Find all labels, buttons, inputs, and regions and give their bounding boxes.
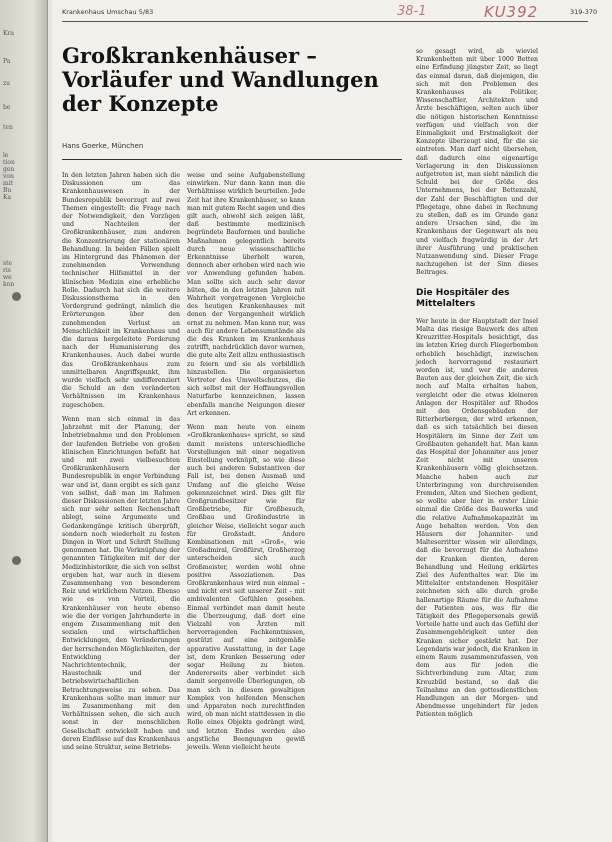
title-rule	[62, 159, 402, 160]
handwritten-code: KU392	[484, 3, 539, 21]
article-author: Hans Goerke, München	[62, 142, 144, 150]
header-rule	[62, 21, 588, 22]
column-1	[62, 172, 180, 758]
article-page	[52, 0, 612, 842]
page-number: 319-370	[570, 8, 598, 16]
binding-strip: Kra Pa zu be ten le tion gen von mit Bu Ka ste ris we kon	[0, 0, 48, 842]
paragraph: so gesagt wird, ab wieviel Krankenbetten mit über 1000 Betten eine Erfindung jüngster Zeit, so liegt das einmal daran, daß diejenigen, die sich mit den Problemen des Krankenhauses als Politiker, Wissenschaftler, Architekten und Ärzte beschäftigen, selten auch über die nötigen historischen Kenntnisse verfügen und vielfach von der Einmaligkeit und Erstmaligkeit der Konzepte überzeugt sind, für die sie eintreten. Man darf nicht übersehen, daß dadurch eine eigenartige Verlagerung in den Diskussionen aufgetreten ist, man sieht nämlich die Schuld bei der Größe des Unternehmens, bei der Bettenzahl, der Zahl der Beschäftigten und der Pflegetage, ohne dabei in Rechnung zu stellen, daß es im Grunde ganz andere Ursachen sind, die im Krankenhaus der Gegenwart als neu und vielfach fragwürdig in der Art ihrer Ausführung und praktischen Nutzanwendung sind. Dieser Frage nachzugehen ist der Sinn dieses Beitrages.	[416, 48, 538, 277]
paragraph: In den letzten Jahren haben sich die Diskussionen um das Krankenhauswesen in der Bundesrepublik bevorzugt auf zwei Themen eingestellt: die Frage nach der Notwendigkeit, den Vorzügen und Nachteilen der Großkrankenhäuser, zum anderen die Konzentrierung der stationären Behandlung. In beiden Fällen spielt im Hintergrund das Phänomen der zunehmenden Verwendung technischer Hilfsmittel in der klinischen Medizin eine erhebliche Rolle. Dadurch hat sich die weitere Diskussionsthema in den Vordergrund gedrängt, nämlich die Erörterungen über den zunehmenden Verlust an Menschlichkeit im Krankenhaus und die daraus hergeleitete Forderung nach der Humanisierung des Krankenhauses. Auch dabei wurde das Großkrankenhaus zum unmittelbaren Angriffspunkt, ihm wurde vielfach sehr undifferenziert die Schuld an den veränderten Verhältnissen im Krankenhaus zugeschoben.	[62, 172, 180, 409]
punch-hole	[12, 292, 21, 301]
column-3	[416, 48, 538, 726]
paragraph: Wenn man heute von einem »Großkrankenhaus« spricht, so sind damit meistens unterschiedliche Vorstellungen mit einer negativen Einstellung verknüpft, so wie diese auch bei anderen Substantiven der Fall ist, bei denen Ausmaß und Umfang auf die gleiche Weise gekennzeichnet wird. Dies gilt für Großgrundbesitzer wie für Großbetriebe, für Großbesuch, Großbau und Großindustrie in gleicher Weise, vielleicht sogar auch für Großstadt. Andere Kombinationen mit »Groß«, wie Großadmiral, Großfürst, Großherzog unterscheiden sich auch Großmeister, werden wohl ohne positive Assoziationen. Das Großkrankenhaus wird nun einmal – und nicht erst seit unserer Zeit – mit ambivalenten Gefühlen gesehen. Einmal verbindet man damit heute die Überzeugung, daß dort eine Vielzahl von Ärzten mit hervorragenden Fachkenntnissen, gestützt auf eine zeitgemäße apparative Ausstattung, in der Lage ist, dem Kranken Besserung oder sogar Heilung zu bieten. Andererseits aber verbindet sich damit sorgenvolle Überlegungen, ob man sich in diesem gewaltigen Komplex von helfenden Menschen und Apparaten noch zurechtfinden wird, ob man nicht stattdessen in die Rolle eines Objekts gedrängt wird, und letzten Endes werden also angstliche Beengungen gewiß jeweils. Wenn vielleicht heute	[187, 424, 305, 752]
article-title: Großkrankenhäuser – Vorläufer und Wandlungen der Konzepte	[62, 43, 379, 116]
column-2	[187, 172, 305, 758]
punch-hole	[12, 556, 21, 565]
section-heading: Die Hospitäler des Mittelalters	[416, 287, 510, 309]
paragraph: Wer heute in der Hauptstadt der Insel Malta das riesige Bauwerk des alten Kreuzritter-Hospitals besichtigt, das im letzten Krieg durch Fliegerbomben erheblich beschädigt, inzwischen jedoch hervorragend restauriert worden ist, und wer die anderen Bauten aus der gleichen Zeit, die sich noch auf Malta erhalten haben, vergleicht oder die etwas kleineren Anlagen der Hospitäler auf Rhodos mit den Ordensgebäuden der Ritterherbergen, der wird erkennen, daß es sich tatsächlich bei diesen Hospitälern im Sinne der Zeit um Großbauten gehandelt hat. Man kann das Hospital der Johanniter aus jener Zeit nicht mit unseren Krankenhäusern völlig gleichsetzen. Manche haben auch zur Unterbringung von durchreisenden Fremden, Alten und Siechen gedient, so wollte aber hier in erster Linie einmal die Größe des Bauwerks und die relative Aufnahmekapazität im Auge behalten werden. Von den Häusern der Johanniter- und Malteserritter wissen wir allerdings, daß die bevorzugt für die Aufnahme der Kranken dienten, deren Behandlung und Heilung erklärtes Ziel des Aufenthaltes war. Die im Mittelalter entstandenen Hospitäler zeichneten sich alle durch große hallenartige Räume für die Aufnahme der Patienten aus, was für die Tätigkeit des Pflegepersonals gewiß Vorteile hatte und auch das Gefühl der Zusammengehörigkeit unter den Kranken sicher gestärkt hat. Der Legendaris war jedoch, die Kranken in einem Raum zusammenzufassen, von dem aus für jeden die Sichtverbindung zum Altar, zum Kreuzbild bestand, so daß die Teilnahme an den gottesdienstlichen Handlungen an der Morgen- und Abendmesse ungehindert für jeden Patienten möglich	[416, 317, 538, 719]
handwritten-reference: 38-1	[397, 4, 427, 19]
paragraph: Wenn man sich einmal in das Jahrzehnt mit der Planung, der Inbetriebnahme und den Problemen der laufenden Betriebe von großen klinischen Einrichtungen befaßt hat und mit zwei vielbesuchten Großkrankenhäusern der Bundesrepublik in enger Verbindung war und ist, dann ergibt es sich ganz von selbst, daß man im Rahmen dieser Diskussionen der letzten Jahre sich nur sehr selten Rechenschaft ablegt, seine Argumente und Gedankengänge kritisch überprüft, sondern noch wiederholt zu festen Dingen in Wort und Schrift Stellung genommen hat. Die Verknüpfung der genannten Tätigkeiten mit der der Medizinhistoriker, die sich von selbst ergeben hat, war auch in diesem Zusammenhang von besonderem Reiz und wirklichem Nutzen. Ebenso wie es von Vorteil, die Krankenhäuser von heute ebenso wie die der vorigen Jahrhunderte in engem Zusammenhang mit den sozialen und wirtschaftlichen Entwicklungen, den Veränderungen der herrschenden Möglichkeiten, der Entwicklung der Nachrichtentechnik, der Haustechnik und der betriebswirtschaftlichen Betrachtungsweise zu sehen. Das Krankenhaus sollte man immer nur im Zusammenhang mit den Verhältnissen sehen, die sich auch sonst in der menschlichen Gesellschaft entwickelt haben und deren Einflüsse auf das Krankenhaus und seine Struktur, seine Betriebs-	[62, 415, 180, 752]
paragraph: weise und seine Aufgabenstellung einwirken. Nur dann kann man die Verhältnisse wirklich beurteilen. Jede Zeit hat ihre Krankenhäuser, so kann man mit gutem Recht sagen und dies gilt auch, obwohl sich zeigen läßt, daß bestimmte medizinisch begründete Bauformen und bauliche Maßnahmen gelegentlich bereits durch neue wissenschaftliche Erkenntnisse überholt waren, dennoch aber erhoben wird nach wie vor Anwendung gefunden haben. Man sollte sich auch sehr davor hüten, die in den letzten Jahren mit Wahrheit vorgetragenen Vergleiche des heutigen Krankenhauses mit denen der Vergangenheit wirklich ernst zu nehmen. Man kann nur, was auch für andere Lebensumstände als die des Kranken im Krankenhaus zutrifft, nachdrücklich davor warnen, die gute alte Zeit allzu enthusiastisch zu feiern und sie als vorbildlich hinzustellen. Die organisierten Vertreter des Umweltschutzes, die sich selbst mit der Hoffnungsvollen Naturfarbe kennzeichnen, lassen ebenfalls manche Neigungen dieser Art erkennen.	[187, 172, 305, 417]
source-citation: Krankenhaus Umschau 5/83	[62, 8, 154, 16]
